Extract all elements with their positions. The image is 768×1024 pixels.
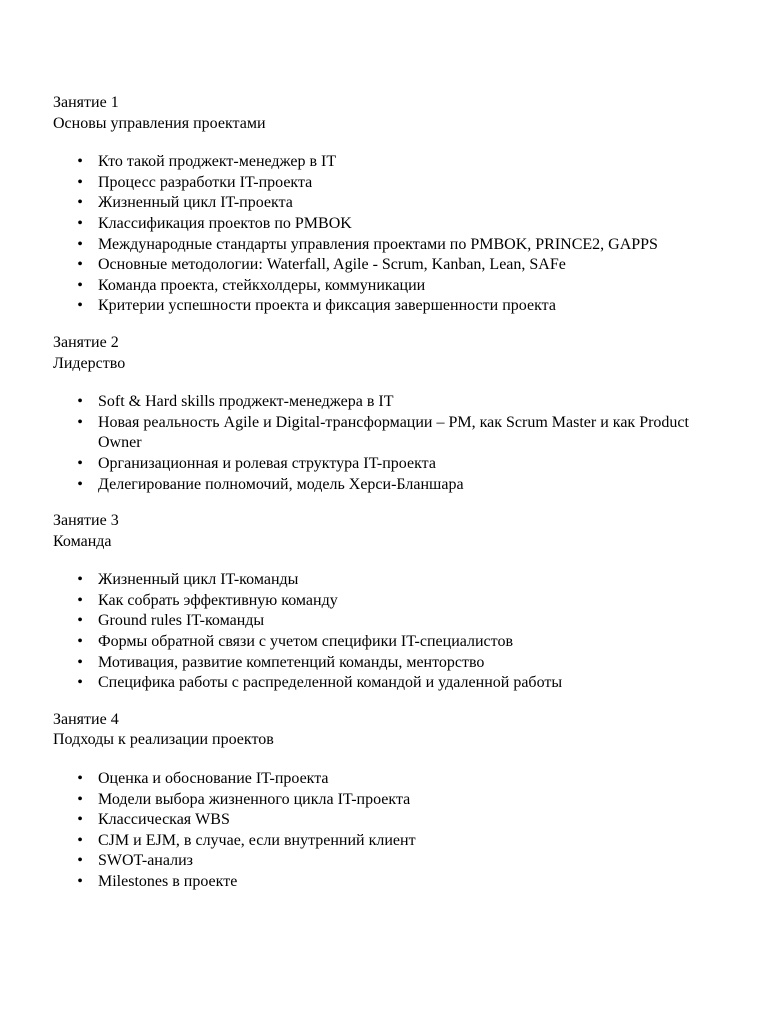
bullet-icon: • <box>77 475 83 493</box>
list-item <box>53 769 713 790</box>
list-item <box>53 454 713 475</box>
list-item <box>53 810 713 831</box>
list-item <box>53 276 713 297</box>
bullet-icon: • <box>77 591 83 609</box>
topic-text: Жизненный цикл IT-проекта <box>98 194 293 212</box>
list-item <box>53 570 713 591</box>
topic-text: Классическая WBS <box>98 811 230 829</box>
bullet-icon: • <box>77 256 83 274</box>
topic-text: Оценка и обоснование IT-проекта <box>98 770 329 788</box>
bullet-icon: • <box>77 770 83 788</box>
list-item <box>53 193 713 214</box>
list-item <box>53 296 713 317</box>
topic-text: Новая реальность Agile и Digital-трансформации – PM, как Scrum Master и как Product Owner <box>98 413 689 452</box>
list-item <box>53 392 713 413</box>
topic-text: Специфика работы с распределенной командой и удаленной работы <box>98 674 563 692</box>
list-item <box>53 235 713 256</box>
topic-text: Мотивация, развитие компетенций команды, менторство <box>98 653 485 671</box>
topic-text: Ground rules IT-команды <box>98 612 265 630</box>
bullet-icon: • <box>77 633 83 651</box>
bullet-icon: • <box>77 413 83 431</box>
topic-list <box>53 152 713 317</box>
topic-text: Критерии успешности проекта и фиксация завершенности проекта <box>98 297 556 315</box>
bullet-icon: • <box>77 674 83 692</box>
bullet-icon: • <box>77 653 83 671</box>
bullet-icon: • <box>77 214 83 232</box>
lesson-title: Лидерство <box>53 354 126 372</box>
topic-text: Модели выбора жизненного цикла IT-проекта <box>98 790 411 808</box>
topic-text: Основные методологии: Waterfall, Agile - Scrum, Kanban, Lean, SAFe <box>98 256 566 274</box>
bullet-icon: • <box>77 454 83 472</box>
list-item <box>53 673 713 694</box>
topic-text: Soft & Hard skills проджект-менеджера в IT <box>98 393 394 411</box>
list-item <box>53 653 713 674</box>
bullet-icon: • <box>77 194 83 212</box>
topic-text: Делегирование полномочий, модель Херси-Бланшара <box>98 475 464 493</box>
list-item <box>53 851 713 872</box>
bullet-icon: • <box>77 790 83 808</box>
topic-list <box>53 769 713 893</box>
lesson-title: Команда <box>53 532 112 550</box>
document-page <box>53 93 713 909</box>
topic-text: CJM и EJM, в случае, если внутренний клиент <box>98 831 416 849</box>
list-item <box>53 173 713 194</box>
lesson-2 <box>53 333 713 495</box>
topic-text: Жизненный цикл IT-команды <box>98 571 299 589</box>
bullet-icon: • <box>77 831 83 849</box>
topic-text: Международные стандарты управления проектами по PMBOK, PRINCE2, GAPPS <box>98 235 658 253</box>
bullet-icon: • <box>77 873 83 890</box>
lesson-heading: Занятие 1 <box>53 94 119 111</box>
bullet-icon: • <box>77 393 83 411</box>
topic-list <box>53 392 713 495</box>
topic-text: Команда проекта, стейкхолдеры, коммуникации <box>98 276 426 294</box>
topic-text: Кто такой проджект-менеджер в IT <box>98 153 337 171</box>
bullet-icon: • <box>77 811 83 829</box>
lesson-title: Основы управления проектами <box>53 114 266 132</box>
list-item <box>53 591 713 612</box>
bullet-icon: • <box>77 173 83 191</box>
lesson-3 <box>53 511 713 694</box>
bullet-icon: • <box>77 852 83 870</box>
lesson-heading: Занятие 4 <box>53 710 119 728</box>
lesson-heading: Занятие 2 <box>53 333 119 351</box>
bullet-icon: • <box>77 571 83 589</box>
lesson-4 <box>53 710 713 893</box>
bullet-icon: • <box>77 235 83 253</box>
topic-text: Процесс разработки IT-проекта <box>98 173 313 191</box>
bullet-icon: • <box>77 276 83 294</box>
list-item <box>53 790 713 811</box>
list-item <box>53 831 713 852</box>
list-item <box>53 214 713 235</box>
list-item <box>53 152 713 173</box>
list-item <box>53 255 713 276</box>
lesson-title: Подходы к реализации проектов <box>53 731 274 749</box>
topic-text: Формы обратной связи с учетом специфики IT-специалистов <box>98 633 513 651</box>
list-item <box>53 611 713 632</box>
list-item <box>53 632 713 653</box>
topic-list <box>53 570 713 694</box>
lesson-1 <box>53 93 713 317</box>
list-item <box>53 413 713 454</box>
lesson-heading: Занятие 3 <box>53 512 119 530</box>
topic-text: SWOT-анализ <box>98 852 193 870</box>
bullet-icon: • <box>77 153 83 171</box>
bullet-icon: • <box>77 612 83 630</box>
topic-text: Классификация проектов по PMBOK <box>98 214 352 232</box>
topic-text: Организационная и ролевая структура IT-проекта <box>98 454 436 472</box>
list-item <box>53 872 713 893</box>
bullet-icon: • <box>77 297 83 315</box>
topic-text: Milestones в проекте <box>98 873 238 890</box>
topic-text: Как собрать эффективную команду <box>98 591 338 609</box>
list-item <box>53 475 713 496</box>
